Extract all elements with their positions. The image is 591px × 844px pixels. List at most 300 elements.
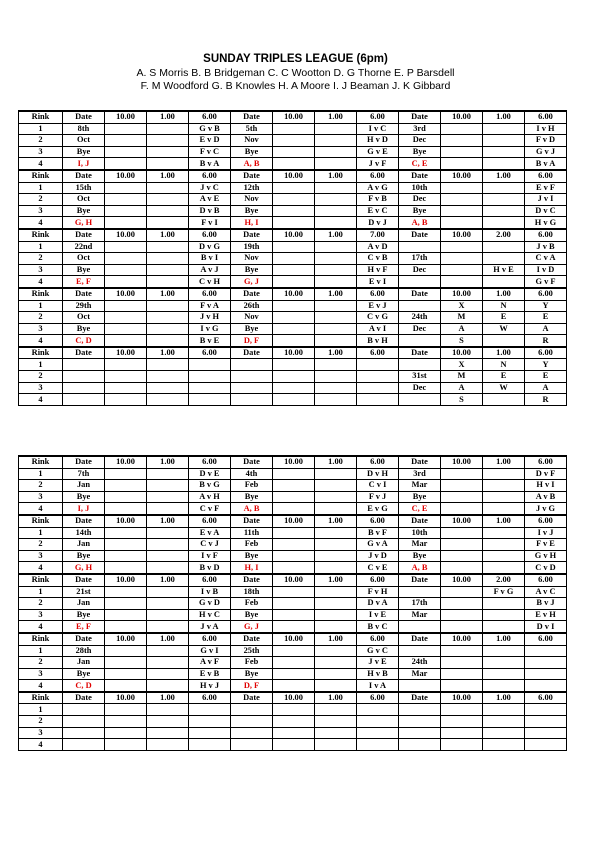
header-cell: 1.00 bbox=[147, 347, 189, 359]
table-cell bbox=[441, 645, 483, 657]
table-cell: E, F bbox=[63, 276, 105, 288]
table-cell bbox=[273, 300, 315, 312]
header-cell: Date bbox=[231, 111, 273, 123]
rink-cell: 3 bbox=[19, 668, 63, 680]
header-row bbox=[19, 515, 567, 527]
header-cell: 10.00 bbox=[105, 633, 147, 645]
table-cell bbox=[399, 621, 441, 633]
table-cell: B v C bbox=[357, 621, 399, 633]
table-cell bbox=[315, 527, 357, 539]
table-cell: D v I bbox=[525, 621, 567, 633]
table-cell bbox=[315, 727, 357, 739]
rink-cell: 2 bbox=[19, 539, 63, 551]
table-cell bbox=[315, 503, 357, 515]
table-cell bbox=[189, 704, 231, 716]
table-cell: G, H bbox=[63, 217, 105, 229]
teams-line-1: A. S Morris B. B Bridgeman C. C Wootton D. G Thorne E. P Barsdell bbox=[136, 67, 455, 79]
table-cell bbox=[441, 716, 483, 728]
header-cell: 10.00 bbox=[105, 111, 147, 123]
table-cell: B v G bbox=[189, 480, 231, 492]
table-cell: Bye bbox=[63, 146, 105, 158]
header-cell: Date bbox=[399, 288, 441, 300]
header-cell: 10.00 bbox=[105, 574, 147, 586]
table-cell bbox=[105, 335, 147, 347]
page-header bbox=[0, 52, 591, 93]
table-cell bbox=[315, 323, 357, 335]
header-cell: 6.00 bbox=[189, 229, 231, 241]
header-cell: 6.00 bbox=[357, 288, 399, 300]
header-cell: 6.00 bbox=[357, 456, 399, 468]
table-cell bbox=[315, 300, 357, 312]
table-cell bbox=[315, 716, 357, 728]
table-cell: Bye bbox=[399, 550, 441, 562]
table-cell bbox=[315, 539, 357, 551]
table-cell bbox=[441, 158, 483, 170]
table-cell bbox=[525, 668, 567, 680]
table-cell: H, I bbox=[231, 217, 273, 229]
table-cell: Nov bbox=[231, 312, 273, 324]
header-cell: Date bbox=[399, 574, 441, 586]
header-cell: Rink bbox=[19, 170, 63, 182]
table-cell bbox=[483, 716, 525, 728]
table-cell: C v G bbox=[357, 312, 399, 324]
table-cell bbox=[273, 609, 315, 621]
table-cell: Y bbox=[525, 359, 567, 371]
table-cell: Dec bbox=[399, 323, 441, 335]
table-cell: A v C bbox=[525, 586, 567, 598]
header-cell: Date bbox=[231, 170, 273, 182]
table-cell bbox=[483, 158, 525, 170]
header-cell: 1.00 bbox=[147, 515, 189, 527]
table-cell bbox=[441, 527, 483, 539]
table-cell: H v G bbox=[525, 217, 567, 229]
table-cell: A, B bbox=[399, 217, 441, 229]
table-cell bbox=[399, 241, 441, 253]
table-cell: Bye bbox=[231, 668, 273, 680]
table-cell bbox=[105, 680, 147, 692]
header-cell: 10.00 bbox=[105, 229, 147, 241]
header-cell: 6.00 bbox=[525, 574, 567, 586]
table-cell: 26th bbox=[231, 300, 273, 312]
schedule-table-oct-dec bbox=[18, 110, 567, 406]
table-cell: 3rd bbox=[399, 123, 441, 135]
table-cell: J v A bbox=[189, 621, 231, 633]
header-cell: 1.00 bbox=[315, 170, 357, 182]
table-cell bbox=[273, 312, 315, 324]
table-cell bbox=[63, 394, 105, 406]
table-cell bbox=[273, 598, 315, 610]
table-cell bbox=[147, 264, 189, 276]
table-cell bbox=[189, 739, 231, 751]
table-row bbox=[19, 503, 567, 515]
table-cell bbox=[441, 657, 483, 669]
table-cell bbox=[231, 716, 273, 728]
table-cell bbox=[147, 217, 189, 229]
table-cell bbox=[441, 704, 483, 716]
table-cell: C v A bbox=[525, 253, 567, 265]
header-cell: 6.00 bbox=[189, 288, 231, 300]
table-cell: Bye bbox=[63, 323, 105, 335]
table-cell: G v C bbox=[357, 645, 399, 657]
header-cell: Date bbox=[399, 633, 441, 645]
table-cell bbox=[483, 241, 525, 253]
table-cell: C v E bbox=[357, 562, 399, 574]
table-cell: J v D bbox=[357, 550, 399, 562]
table-cell: D v C bbox=[525, 205, 567, 217]
table-cell: X bbox=[441, 300, 483, 312]
header-cell: 10.00 bbox=[273, 111, 315, 123]
table-row bbox=[19, 609, 567, 621]
rink-cell: 2 bbox=[19, 135, 63, 147]
table-cell bbox=[483, 276, 525, 288]
table-cell bbox=[105, 609, 147, 621]
table-cell: G v H bbox=[525, 550, 567, 562]
table-cell: G, J bbox=[231, 276, 273, 288]
table-row bbox=[19, 371, 567, 383]
table-cell: E bbox=[525, 371, 567, 383]
table-cell bbox=[273, 480, 315, 492]
header-cell: 10.00 bbox=[441, 515, 483, 527]
table-cell bbox=[357, 727, 399, 739]
table-cell bbox=[105, 276, 147, 288]
header-cell: 10.00 bbox=[273, 229, 315, 241]
table-cell bbox=[441, 539, 483, 551]
header-cell: 6.00 bbox=[525, 633, 567, 645]
table-cell: E v H bbox=[525, 609, 567, 621]
table-cell: Bye bbox=[63, 205, 105, 217]
header-cell: Rink bbox=[19, 692, 63, 704]
table-cell bbox=[315, 550, 357, 562]
table-cell: W bbox=[483, 323, 525, 335]
table-cell bbox=[189, 716, 231, 728]
table-row bbox=[19, 217, 567, 229]
table-cell bbox=[315, 468, 357, 480]
table-row bbox=[19, 491, 567, 503]
table-cell: C v I bbox=[357, 480, 399, 492]
table-cell bbox=[147, 550, 189, 562]
header-cell: 1.00 bbox=[315, 515, 357, 527]
header-row bbox=[19, 692, 567, 704]
table-cell: D v H bbox=[357, 468, 399, 480]
table-cell bbox=[441, 550, 483, 562]
table-cell bbox=[147, 323, 189, 335]
table-cell bbox=[441, 598, 483, 610]
table-cell: F v C bbox=[189, 146, 231, 158]
table-cell: G, J bbox=[231, 621, 273, 633]
header-row bbox=[19, 574, 567, 586]
table-cell bbox=[483, 598, 525, 610]
table-cell bbox=[315, 158, 357, 170]
header-cell: 6.00 bbox=[357, 574, 399, 586]
table-cell bbox=[483, 491, 525, 503]
table-cell: J v C bbox=[189, 182, 231, 194]
table-cell bbox=[273, 550, 315, 562]
header-cell: Date bbox=[63, 692, 105, 704]
table-cell bbox=[105, 550, 147, 562]
table-cell bbox=[63, 382, 105, 394]
table-cell: J v B bbox=[525, 241, 567, 253]
table-cell: G v B bbox=[189, 123, 231, 135]
header-cell: 10.00 bbox=[105, 170, 147, 182]
table-row bbox=[19, 550, 567, 562]
table-cell bbox=[273, 704, 315, 716]
header-cell: Date bbox=[63, 229, 105, 241]
table-cell bbox=[315, 135, 357, 147]
table-cell bbox=[273, 394, 315, 406]
table-row bbox=[19, 205, 567, 217]
table-cell bbox=[105, 645, 147, 657]
table-cell: C, E bbox=[399, 503, 441, 515]
table-cell bbox=[273, 123, 315, 135]
table-cell: H v J bbox=[189, 680, 231, 692]
table-cell: 24th bbox=[399, 657, 441, 669]
table-cell bbox=[273, 146, 315, 158]
table-cell bbox=[105, 704, 147, 716]
table-cell bbox=[273, 562, 315, 574]
table-cell bbox=[483, 657, 525, 669]
table-cell bbox=[441, 503, 483, 515]
table-cell: Dec bbox=[399, 194, 441, 206]
table-cell bbox=[105, 194, 147, 206]
header-cell: Date bbox=[399, 229, 441, 241]
table-cell: A v F bbox=[189, 657, 231, 669]
table-cell: M bbox=[441, 371, 483, 383]
header-cell: 10.00 bbox=[441, 633, 483, 645]
table-cell: A bbox=[441, 382, 483, 394]
header-cell: 10.00 bbox=[273, 288, 315, 300]
table-cell bbox=[441, 680, 483, 692]
header-cell: 6.00 bbox=[525, 515, 567, 527]
header-cell: 2.00 bbox=[483, 229, 525, 241]
table-cell: B v A bbox=[525, 158, 567, 170]
table-cell bbox=[525, 680, 567, 692]
table-cell: C v H bbox=[189, 276, 231, 288]
header-cell: Date bbox=[63, 515, 105, 527]
table-cell bbox=[147, 704, 189, 716]
table-cell: Mar bbox=[399, 668, 441, 680]
table-cell: C v B bbox=[357, 253, 399, 265]
table-cell: 29th bbox=[63, 300, 105, 312]
header-cell: 10.00 bbox=[273, 692, 315, 704]
table-cell: Bye bbox=[231, 609, 273, 621]
header-cell: 6.00 bbox=[525, 111, 567, 123]
table-cell bbox=[357, 704, 399, 716]
header-row bbox=[19, 170, 567, 182]
table-cell bbox=[315, 586, 357, 598]
table-cell bbox=[147, 359, 189, 371]
table-cell bbox=[399, 645, 441, 657]
table-cell: I v E bbox=[357, 609, 399, 621]
header-cell: 6.00 bbox=[189, 111, 231, 123]
table-cell: Mar bbox=[399, 609, 441, 621]
header-cell: 10.00 bbox=[105, 347, 147, 359]
table-cell bbox=[273, 135, 315, 147]
table-cell bbox=[483, 123, 525, 135]
table-cell bbox=[315, 609, 357, 621]
rink-cell: 2 bbox=[19, 253, 63, 265]
header-cell: Rink bbox=[19, 111, 63, 123]
table-cell bbox=[441, 241, 483, 253]
table-cell: H v E bbox=[483, 264, 525, 276]
header-cell: Date bbox=[399, 170, 441, 182]
table-cell bbox=[147, 609, 189, 621]
header-cell: 10.00 bbox=[105, 692, 147, 704]
table-cell bbox=[273, 527, 315, 539]
table-cell bbox=[147, 194, 189, 206]
header-cell: 6.00 bbox=[357, 170, 399, 182]
rink-cell: 4 bbox=[19, 335, 63, 347]
table-cell bbox=[189, 382, 231, 394]
table-cell: D v B bbox=[189, 205, 231, 217]
table-row bbox=[19, 300, 567, 312]
table-cell bbox=[105, 312, 147, 324]
header-cell: 10.00 bbox=[273, 633, 315, 645]
table-cell: Oct bbox=[63, 194, 105, 206]
header-cell: 1.00 bbox=[483, 456, 525, 468]
header-cell: 6.00 bbox=[189, 170, 231, 182]
table-cell bbox=[105, 586, 147, 598]
table-cell bbox=[273, 539, 315, 551]
table-cell bbox=[441, 123, 483, 135]
table-cell: I v B bbox=[189, 586, 231, 598]
rink-cell: 3 bbox=[19, 550, 63, 562]
rink-cell: 3 bbox=[19, 491, 63, 503]
table-cell bbox=[189, 371, 231, 383]
table-cell: G v D bbox=[189, 598, 231, 610]
table-cell bbox=[147, 539, 189, 551]
table-cell bbox=[147, 468, 189, 480]
table-cell bbox=[273, 217, 315, 229]
table-cell bbox=[483, 335, 525, 347]
table-row bbox=[19, 158, 567, 170]
rink-cell: 2 bbox=[19, 371, 63, 383]
table-cell bbox=[315, 276, 357, 288]
table-cell bbox=[273, 468, 315, 480]
table-cell bbox=[315, 480, 357, 492]
header-cell: 10.00 bbox=[105, 515, 147, 527]
table-cell: F v G bbox=[483, 586, 525, 598]
table-cell: 24th bbox=[399, 312, 441, 324]
table-cell: Y bbox=[525, 300, 567, 312]
header-row bbox=[19, 111, 567, 123]
rink-cell: 2 bbox=[19, 480, 63, 492]
table-row bbox=[19, 323, 567, 335]
table-cell bbox=[441, 217, 483, 229]
table-cell bbox=[273, 382, 315, 394]
header-cell: Rink bbox=[19, 633, 63, 645]
table-cell: S bbox=[441, 394, 483, 406]
table-cell: A, B bbox=[399, 562, 441, 574]
table-cell bbox=[399, 335, 441, 347]
header-row bbox=[19, 347, 567, 359]
table-cell: Oct bbox=[63, 312, 105, 324]
table-cell bbox=[483, 217, 525, 229]
table-cell bbox=[273, 205, 315, 217]
header-cell: 1.00 bbox=[147, 633, 189, 645]
table-cell bbox=[525, 727, 567, 739]
table-row bbox=[19, 335, 567, 347]
table-cell: H v B bbox=[357, 668, 399, 680]
header-cell: 1.00 bbox=[147, 692, 189, 704]
table-cell bbox=[105, 158, 147, 170]
header-cell: Date bbox=[63, 574, 105, 586]
table-cell bbox=[315, 205, 357, 217]
header-cell: 10.00 bbox=[441, 288, 483, 300]
table-cell bbox=[273, 716, 315, 728]
rink-cell: 1 bbox=[19, 300, 63, 312]
table-cell: E bbox=[483, 312, 525, 324]
table-cell: I v C bbox=[357, 123, 399, 135]
table-cell bbox=[147, 727, 189, 739]
table-cell bbox=[315, 680, 357, 692]
header-cell: Date bbox=[231, 515, 273, 527]
table-cell bbox=[105, 621, 147, 633]
table-cell: E bbox=[525, 312, 567, 324]
header-cell: 1.00 bbox=[147, 456, 189, 468]
table-cell: Bye bbox=[399, 146, 441, 158]
table-cell bbox=[147, 586, 189, 598]
table-cell bbox=[399, 586, 441, 598]
table-cell bbox=[147, 598, 189, 610]
table-cell: Dec bbox=[399, 382, 441, 394]
table-cell bbox=[441, 480, 483, 492]
table-cell: H v F bbox=[357, 264, 399, 276]
table-cell: 10th bbox=[399, 527, 441, 539]
table-cell: 17th bbox=[399, 253, 441, 265]
header-cell: 1.00 bbox=[315, 456, 357, 468]
table-cell bbox=[315, 312, 357, 324]
table-cell: Bye bbox=[63, 491, 105, 503]
header-cell: Date bbox=[63, 111, 105, 123]
table-cell: N bbox=[483, 359, 525, 371]
table-cell bbox=[105, 146, 147, 158]
table-cell bbox=[273, 276, 315, 288]
header-cell: Date bbox=[231, 288, 273, 300]
header-cell: Date bbox=[63, 456, 105, 468]
table-cell: B v E bbox=[189, 335, 231, 347]
table-cell bbox=[105, 727, 147, 739]
header-cell: 1.00 bbox=[483, 288, 525, 300]
table-cell: Feb bbox=[231, 598, 273, 610]
rink-cell: 3 bbox=[19, 264, 63, 276]
table-cell: Bye bbox=[63, 550, 105, 562]
table-cell bbox=[483, 194, 525, 206]
table-cell: 17th bbox=[399, 598, 441, 610]
table-cell bbox=[315, 668, 357, 680]
table-cell: Bye bbox=[63, 609, 105, 621]
rink-cell: 4 bbox=[19, 562, 63, 574]
table-cell: 15th bbox=[63, 182, 105, 194]
table-cell bbox=[441, 146, 483, 158]
table-cell bbox=[105, 264, 147, 276]
table-cell: A v G bbox=[357, 182, 399, 194]
table-cell bbox=[483, 468, 525, 480]
table-cell bbox=[441, 194, 483, 206]
table-cell: X bbox=[441, 359, 483, 371]
table-row bbox=[19, 468, 567, 480]
table-cell: Bye bbox=[231, 323, 273, 335]
table-row bbox=[19, 182, 567, 194]
header-cell: Rink bbox=[19, 229, 63, 241]
table-cell: Feb bbox=[231, 657, 273, 669]
table-cell bbox=[105, 716, 147, 728]
table-cell bbox=[483, 562, 525, 574]
table-cell: Bye bbox=[399, 491, 441, 503]
header-cell: 6.00 bbox=[357, 111, 399, 123]
table-cell bbox=[441, 562, 483, 574]
rink-cell: 2 bbox=[19, 194, 63, 206]
table-cell: E, F bbox=[63, 621, 105, 633]
